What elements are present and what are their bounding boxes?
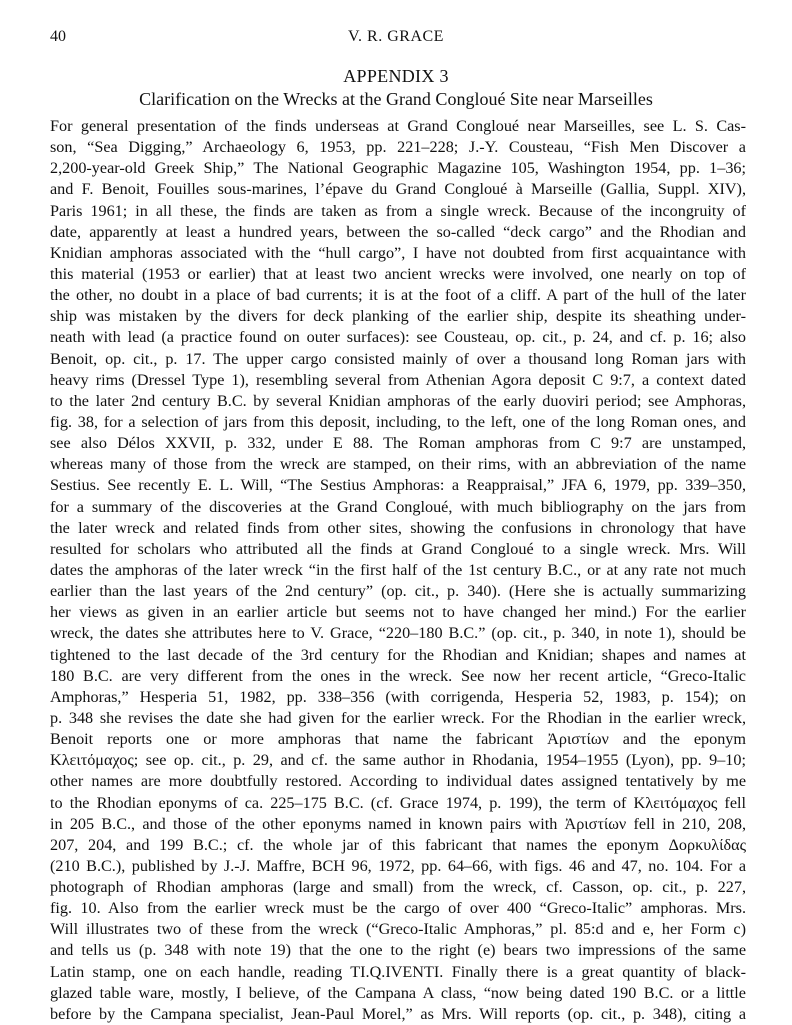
body-line: for a summary of the discoveries at the Grand Congloué, with much bibliography on the jars from [50,497,746,516]
body-text [50,116,746,1025]
body-line: Benoit reports one or more amphoras that name the fabricant Ἀριστίων and the eponym [50,730,746,749]
body-line: tightened to the last decade of the 3rd century for the Rhodian and Knidian; shapes and names at [50,645,746,664]
body-line: this material (1953 or earlier) that at least two ancient wrecks were involved, one nearly on top of [50,264,746,283]
body-line: (210 B.C.), published by J.-J. Maffre, BCH 96, 1972, pp. 64–66, with figs. 46 and 47, no. 104. For a [50,856,746,875]
body-line: Paris 1961; in all these, the finds are taken as from a single wreck. Because of the incongruity of [50,201,746,220]
body-line: For general presentation of the finds underseas at Grand Congloué near Marseilles, see L. S. Cas- [50,117,746,135]
appendix-title: APPENDIX 3 [343,66,449,86]
body-line: date, apparently at least a hundred years, between the so-called “deck cargo” and the Rhodian and [50,222,746,241]
body-line: her views as given in an earlier article but seems not to have changed her mind.) For the earlier [50,603,746,622]
body-line: fig. 38, for a selection of jars from this deposit, including, to the left, one of the long Roman ones, and [50,412,746,431]
body-line: Sestius. See recently E. L. Will, “The Sestius Amphoras: a Reappraisal,” JFA 6, 1979, pp. 339–350, [50,476,746,495]
body-line: to the later 2nd century B.C. by several Knidian amphoras of the early duoviri period; see Amphoras, [50,391,746,410]
body-line: resulted for scholars who attributed all the finds at Grand Congloué to a single wreck. Mrs. Will [50,539,746,558]
page-number: 40 [50,28,66,45]
body-line: son, “Sea Digging,” Archaeology 6, 1953, pp. 221–228; J.-Y. Cousteau, “Fish Men Discover a [50,138,746,157]
body-line: to the Rhodian eponyms of ca. 225–175 B.C. (cf. Grace 1974, p. 199), the term of Κλειτόμαχος fell [50,793,746,812]
body-line: whereas many of those from the wreck are stamped, on their rims, with an abbreviation of the name [50,455,746,474]
body-line: Latin stamp, one on each handle, reading TI.Q.IVENTI. Finally there is a great quantity of black- [50,962,746,981]
body-line: dates the amphoras of the later wreck “in the first half of the 1st century B.C., or at any rate not much [50,560,746,579]
body-line: 207, 204, and 199 B.C.; cf. the whole jar of this fabricant that names the eponym Δορκυλίδας [50,835,746,854]
body-line: Knidian amphoras associated with the “hull cargo”, I have not doubted from first acquaintance with [50,243,746,262]
body-line: the later wreck and related finds from other sites, showing the confusions in chronology that have [50,518,746,537]
body-line: 2,200-year-old Greek Ship,” The National Geographic Magazine 105, Washington 1954, pp. 1–36; [50,159,746,178]
body-line: wreck, the dates she attributes here to V. Grace, “220–180 B.C.” (op. cit., p. 340, in note 1), should be [50,624,746,643]
body-line: other names are more doubtfully restored. According to individual dates assigned tentatively by me [50,772,746,791]
body-line: p. 348 she revises the date she had given for the earlier wreck. For the Rhodian in the earlier wreck, [50,708,746,727]
body-line: and F. Benoit, Fouilles sous-marines, l’épave du Grand Congloué à Marseille (Gallia, Suppl. XIV), [50,180,746,199]
body-line: neath with lead (a practice found on outer surfaces): see Cousteau, op. cit., p. 24, and cf. p. 16; also [50,328,746,347]
body-line: heavy rims (Dressel Type 1), resembling several from Athenian Agora deposit C 9:7, a context dated [50,370,746,389]
body-line: see also Délos XXVII, p. 332, under E 88. The Roman amphoras from C 9:7 are unstamped, [50,434,746,453]
body-line: Amphoras,” Hesperia 51, 1982, pp. 338–356 (with corrigenda, Hesperia 52, 1983, p. 154); on [50,687,746,706]
body-line: 180 B.C. are very different from the ones in the wreck. See now her recent article, “Greco-Italic [50,666,746,685]
body-line: fig. 10. Also from the earlier wreck must be the cargo of over 400 “Greco-Italic” amphoras. Mrs. [50,899,746,918]
appendix-subtitle: Clarification on the Wrecks at the Grand Congloué Site near Marseilles [139,89,653,109]
body-line: the other, no doubt in a place of bad currents; it is at the foot of a cliff. A part of the hull of the later [50,286,746,305]
body-line: and tells us (p. 348 with note 19) that the one to the right (e) bears two impressions of the same [50,941,746,960]
body-line: Κλειτόμαχος; see op. cit., p. 29, and cf. the same author in Rhodania, 1954–1955 (Lyon), pp. 9–10; [50,751,746,770]
body-line: ship was mistaken by the divers for deck planking of the earlier ship, despite its sheathing under- [50,307,746,326]
body-line: Will illustrates two of these from the wreck (“Greco-Italic Amphoras,” pl. 85:d and e, her Form c) [50,920,746,939]
body-line: earlier than the last years of the 2nd century” (op. cit., p. 340). (Here she is actually summarizing [50,582,746,601]
page-header [50,28,742,50]
body-line: before by the Campana specialist, Jean-Paul Morel,” as Mrs. Will reports (op. cit., p. 348), citing a [50,1004,746,1023]
body-line: photograph of Rhodian amphoras (large and small) from the wreck, cf. Casson, op. cit., p. 227, [50,878,746,897]
body-line: in 205 B.C., and those of the other eponyms named in known pairs with Ἀριστίων fell in 210, 208, [50,814,746,833]
body-line: Benoit, op. cit., p. 17. The upper cargo consisted mainly of over a thousand long Roman jars with [50,349,746,368]
body-line: glazed table ware, mostly, I believe, of the Campana A class, “now being dated 190 B.C. or a little [50,983,746,1002]
running-head: V. R. GRACE [348,28,444,45]
